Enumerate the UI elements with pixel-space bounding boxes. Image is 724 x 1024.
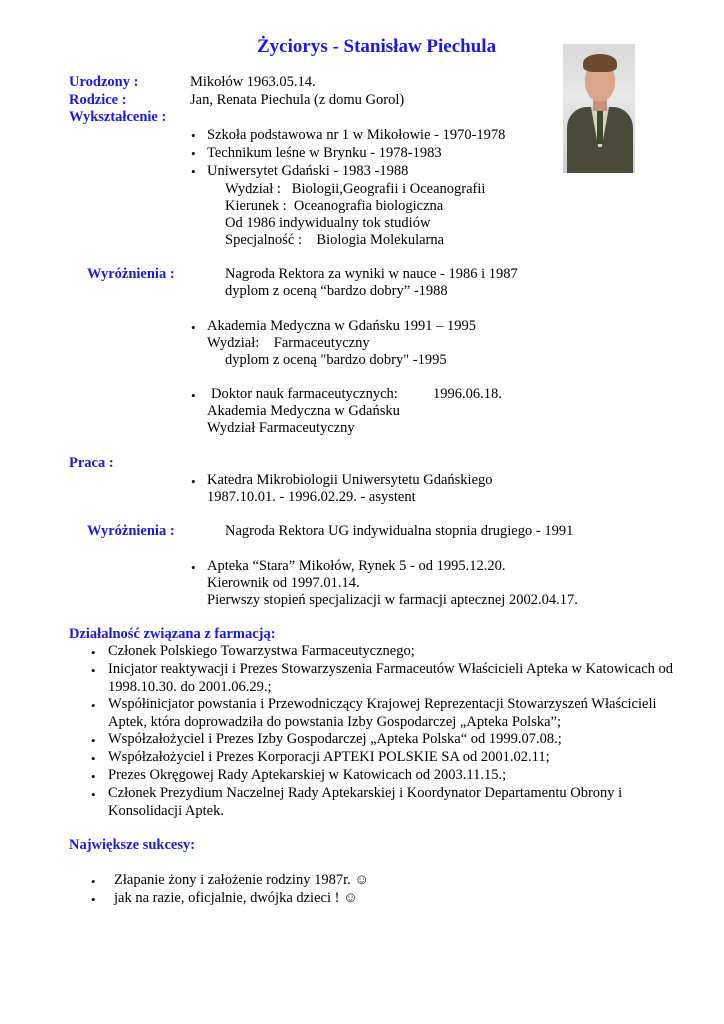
- bullet-icon: •: [91, 733, 96, 748]
- list-item: jak na razie, oficjalnie, dwójka dzieci ! ☺: [114, 890, 358, 906]
- faculty-line: Wydział: Farmaceutyczny: [207, 335, 370, 351]
- list-item: Współinicjator powstania i Przewodniczący Krajowej Reprezentacji Stowarzyszeń Właścicieli: [108, 696, 657, 712]
- bullet-icon: •: [91, 787, 96, 802]
- page-title: Życiorys - Stanisław Piechula: [257, 36, 497, 57]
- bullet-icon: •: [191, 560, 196, 575]
- list-item: Prezes Okręgowej Rady Aptekarskiej w Katowicach od 2003.11.15.;: [108, 767, 507, 783]
- list-item: Inicjator reaktywacji i Prezes Stowarzyszenia Farmaceutów Właścicieli Apteka w Katowicach od: [108, 661, 674, 677]
- award-line: Nagroda Rektora za wyniki w nauce - 1986 i 1987: [225, 266, 518, 282]
- list-item-continuation: 1998.10.30. do 2001.06.29.;: [108, 679, 272, 695]
- list-item: Członek Polskiego Towarzystwa Farmaceutycznego;: [108, 643, 415, 659]
- list-item: Apteka “Stara” Mikołów, Rynek 5 - od 1995.12.20.: [207, 558, 506, 574]
- bullet-icon: •: [91, 769, 96, 784]
- bullet-icon: •: [191, 128, 196, 143]
- bullet-icon: •: [91, 698, 96, 713]
- bullet-icon: •: [191, 146, 196, 161]
- bullet-icon: •: [191, 388, 196, 403]
- born-label: Urodzony :: [69, 74, 139, 90]
- bullet-icon: •: [191, 474, 196, 489]
- list-item: Członek Prezydium Naczelnej Rady Aptekarskiej i Koordynator Departamentu Obrony i: [108, 785, 623, 801]
- bullet-icon: •: [91, 663, 96, 678]
- list-item-continuation: Konsolidacji Aptek.: [108, 803, 224, 819]
- doctor-date: 1996.06.18.: [433, 386, 502, 402]
- list-item: Współzałożyciel i Prezes Izby Gospodarczej „Apteka Polska“ od 1999.07.08.;: [108, 731, 562, 747]
- portrait-photo: [563, 44, 635, 173]
- success-label: Największe sukcesy:: [69, 837, 196, 853]
- individual-line: Od 1986 indywidualny tok studiów: [225, 215, 431, 231]
- faculty-line: Wydział : Biologii,Geografii i Oceanografii: [225, 181, 486, 197]
- awards-label: Wyróżnienia :: [87, 266, 175, 282]
- list-item: Szkoła podstawowa nr 1 w Mikołowie - 1970-1978: [207, 127, 506, 143]
- list-item: Akademia Medyczna w Gdańsku 1991 – 1995: [207, 318, 476, 334]
- bullet-icon: •: [91, 645, 96, 660]
- list-item-continuation: Aptek, która doprowadziła do powstania Izby Gospodarczej „Apteka Polska”;: [108, 714, 561, 730]
- activity-label: Działalność związana z farmacją:: [69, 626, 276, 642]
- award-line: Nagroda Rektora UG indywidualna stopnia drugiego - 1991: [225, 523, 574, 539]
- doctor-line: Doktor nauk farmaceutycznych:: [211, 386, 398, 402]
- diploma-line: dyplom z oceną "bardzo dobry" -1995: [225, 352, 447, 368]
- born-value: Mikołów 1963.05.14.: [190, 74, 316, 90]
- parents-label: Rodzice :: [69, 92, 127, 108]
- job-dates: 1987.10.01. - 1996.02.29. - asystent: [207, 489, 416, 505]
- list-item: Technikum leśne w Brynku - 1978-1983: [207, 145, 442, 161]
- bullet-icon: •: [91, 874, 96, 889]
- bullet-icon: •: [91, 892, 96, 907]
- bullet-icon: •: [91, 751, 96, 766]
- education-label: Wykształcenie :: [69, 109, 167, 125]
- doctor-faculty: Wydział Farmaceutyczny: [207, 420, 355, 436]
- specialty-line: Specjalność : Biologia Molekularna: [225, 232, 445, 248]
- list-item: Złapanie żony i założenie rodziny 1987r. ☺: [114, 872, 370, 888]
- parents-value: Jan, Renata Piechula (z domu Gorol): [190, 92, 405, 108]
- work-label: Praca :: [69, 455, 114, 471]
- awards-label: Wyróżnienia :: [87, 523, 175, 539]
- bullet-icon: •: [191, 320, 196, 335]
- list-item: Współzałożyciel i Prezes Korporacji APTEKI POLSKIE SA od 2001.02.11;: [108, 749, 550, 765]
- award-line: dyplom z oceną “bardzo dobry” -1988: [225, 283, 448, 299]
- list-item: Katedra Mikrobiologii Uniwersytetu Gdańskiego: [207, 472, 493, 488]
- job-manager: Kierownik od 1997.01.14.: [207, 575, 360, 591]
- list-item: Uniwersytet Gdański - 1983 -1988: [207, 163, 409, 179]
- direction-line: Kierunek : Oceanografia biologiczna: [225, 198, 444, 214]
- job-spec: Pierwszy stopień specjalizacji w farmacji aptecznej 2002.04.17.: [207, 592, 578, 608]
- doctor-place: Akademia Medyczna w Gdańsku: [207, 403, 400, 419]
- bullet-icon: •: [191, 164, 196, 179]
